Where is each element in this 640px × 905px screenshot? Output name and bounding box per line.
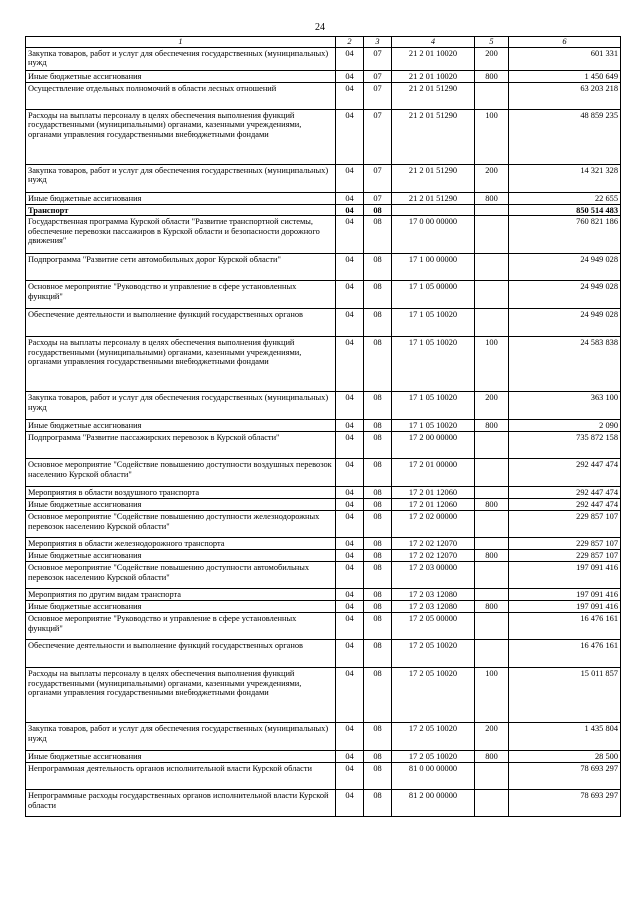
row-section-cell: 04 — [336, 432, 364, 459]
row-target-article-cell: 17 1 05 10020 — [392, 420, 475, 432]
row-subsection-cell: 08 — [364, 613, 392, 640]
table-row — [26, 109, 621, 164]
row-subsection-cell: 08 — [364, 499, 392, 511]
row-name-cell: Иные бюджетные ассигнования — [26, 601, 336, 613]
row-expense-type-cell: 800 — [475, 751, 509, 763]
row-amount-cell: 735 872 158 — [509, 432, 621, 459]
table-row — [26, 790, 621, 817]
row-target-article-cell: 17 2 05 00000 — [392, 613, 475, 640]
row-expense-type-cell — [475, 281, 509, 309]
table-row — [26, 309, 621, 337]
row-section-cell: 04 — [336, 459, 364, 487]
row-name-cell: Осуществление отдельных полномочий в области лесных отношений — [26, 82, 336, 109]
table-row — [26, 216, 621, 254]
row-subsection-cell: 08 — [364, 550, 392, 562]
row-target-article-cell: 17 2 05 10020 — [392, 668, 475, 723]
row-amount-cell: 1 435 804 — [509, 723, 621, 751]
row-expense-type-cell: 100 — [475, 668, 509, 723]
row-amount-cell: 24 949 028 — [509, 281, 621, 309]
row-target-article-cell: 21 2 01 51290 — [392, 82, 475, 109]
row-subsection-cell: 08 — [364, 392, 392, 420]
row-expense-type-cell — [475, 487, 509, 499]
table-row — [26, 420, 621, 432]
row-amount-cell: 63 203 218 — [509, 82, 621, 109]
row-amount-cell: 16 476 161 — [509, 613, 621, 640]
row-amount-cell: 292 447 474 — [509, 499, 621, 511]
row-expense-type-cell: 800 — [475, 420, 509, 432]
row-expense-type-cell: 800 — [475, 550, 509, 562]
row-expense-type-cell — [475, 82, 509, 109]
row-subsection-cell: 08 — [364, 459, 392, 487]
row-name-cell: Иные бюджетные ассигнования — [26, 499, 336, 511]
row-name-cell: Иные бюджетные ассигнования — [26, 70, 336, 82]
row-target-article-cell: 17 0 00 00000 — [392, 216, 475, 254]
row-target-article-cell: 17 1 00 00000 — [392, 254, 475, 281]
table-row — [26, 668, 621, 723]
column-number-row — [26, 37, 621, 48]
row-amount-cell: 24 949 028 — [509, 309, 621, 337]
row-expense-type-cell: 200 — [475, 392, 509, 420]
col-number-name: 1 — [26, 37, 336, 48]
row-expense-type-cell — [475, 459, 509, 487]
row-section-cell: 04 — [336, 70, 364, 82]
row-subsection-cell: 08 — [364, 511, 392, 538]
row-expense-type-cell — [475, 640, 509, 668]
row-section-cell: 04 — [336, 337, 364, 392]
row-amount-cell: 601 331 — [509, 47, 621, 70]
budget-table-body — [26, 37, 621, 817]
row-amount-cell: 24 583 838 — [509, 337, 621, 392]
row-amount-cell: 292 447 474 — [509, 459, 621, 487]
row-amount-cell: 760 821 186 — [509, 216, 621, 254]
row-target-article-cell: 81 0 00 00000 — [392, 763, 475, 790]
table-row — [26, 459, 621, 487]
row-expense-type-cell — [475, 538, 509, 550]
row-section-cell: 04 — [336, 192, 364, 204]
row-section-cell: 04 — [336, 562, 364, 589]
row-section-cell: 04 — [336, 392, 364, 420]
row-subsection-cell: 07 — [364, 164, 392, 192]
row-target-article-cell: 17 2 02 12070 — [392, 538, 475, 550]
table-row — [26, 337, 621, 392]
table-row — [26, 499, 621, 511]
table-row — [26, 204, 621, 216]
row-amount-cell: 229 857 107 — [509, 538, 621, 550]
row-subsection-cell: 08 — [364, 309, 392, 337]
row-target-article-cell — [392, 204, 475, 216]
row-amount-cell: 229 857 107 — [509, 511, 621, 538]
row-amount-cell: 22 655 — [509, 192, 621, 204]
row-subsection-cell: 07 — [364, 47, 392, 70]
row-amount-cell: 14 321 328 — [509, 164, 621, 192]
col-number-amount: 6 — [509, 37, 621, 48]
row-expense-type-cell: 200 — [475, 47, 509, 70]
row-target-article-cell: 17 2 02 00000 — [392, 511, 475, 538]
row-target-article-cell: 21 2 01 51290 — [392, 109, 475, 164]
row-expense-type-cell — [475, 204, 509, 216]
row-expense-type-cell: 800 — [475, 499, 509, 511]
row-amount-cell: 15 011 857 — [509, 668, 621, 723]
row-name-cell: Непрограммная деятельность органов исполнительной власти Курской области — [26, 763, 336, 790]
row-target-article-cell: 21 2 01 51290 — [392, 192, 475, 204]
row-name-cell: Основное мероприятие "Содействие повышению доступности автомобильных перевозок населению Курской области" — [26, 562, 336, 589]
row-section-cell: 04 — [336, 204, 364, 216]
row-section-cell: 04 — [336, 511, 364, 538]
row-subsection-cell: 07 — [364, 109, 392, 164]
row-name-cell: Закупка товаров, работ и услуг для обеспечения государственных (муниципальных) нужд — [26, 392, 336, 420]
table-row — [26, 723, 621, 751]
row-expense-type-cell — [475, 432, 509, 459]
row-target-article-cell: 17 1 05 10020 — [392, 337, 475, 392]
row-subsection-cell: 07 — [364, 192, 392, 204]
row-target-article-cell: 17 2 03 00000 — [392, 562, 475, 589]
row-target-article-cell: 21 2 01 10020 — [392, 70, 475, 82]
row-subsection-cell: 08 — [364, 204, 392, 216]
row-target-article-cell: 17 1 05 10020 — [392, 392, 475, 420]
row-target-article-cell: 21 2 01 51290 — [392, 164, 475, 192]
row-subsection-cell: 08 — [364, 254, 392, 281]
row-subsection-cell: 08 — [364, 420, 392, 432]
row-name-cell: Расходы на выплаты персоналу в целях обеспечения выполнения функций государственными (муниципальными) органами, казенными учреждениями, органами управления государственными внебюджетными фондами — [26, 109, 336, 164]
row-amount-cell: 1 450 649 — [509, 70, 621, 82]
row-target-article-cell: 17 2 00 00000 — [392, 432, 475, 459]
col-number-section: 2 — [336, 37, 364, 48]
table-row — [26, 82, 621, 109]
row-target-article-cell: 17 2 05 10020 — [392, 723, 475, 751]
table-row — [26, 487, 621, 499]
row-section-cell: 04 — [336, 550, 364, 562]
row-amount-cell: 28 500 — [509, 751, 621, 763]
table-row — [26, 550, 621, 562]
row-name-cell: Обеспечение деятельности и выполнение функций государственных органов — [26, 309, 336, 337]
page-number: 24 — [315, 22, 325, 33]
row-section-cell: 04 — [336, 309, 364, 337]
row-expense-type-cell: 200 — [475, 164, 509, 192]
row-subsection-cell: 07 — [364, 70, 392, 82]
table-row — [26, 70, 621, 82]
row-subsection-cell: 08 — [364, 337, 392, 392]
row-name-cell: Непрограммные расходы государственных органов исполнительной власти Курской области — [26, 790, 336, 817]
row-section-cell: 04 — [336, 538, 364, 550]
row-name-cell: Транспорт — [26, 204, 336, 216]
table-row — [26, 763, 621, 790]
budget-table — [25, 36, 621, 817]
row-target-article-cell: 17 2 03 12080 — [392, 601, 475, 613]
row-target-article-cell: 17 1 05 00000 — [392, 281, 475, 309]
row-section-cell: 04 — [336, 281, 364, 309]
row-subsection-cell: 08 — [364, 538, 392, 550]
row-target-article-cell: 17 2 02 12070 — [392, 550, 475, 562]
row-name-cell: Основное мероприятие "Содействие повышению доступности железнодорожных перевозок населению Курской области" — [26, 511, 336, 538]
row-section-cell: 04 — [336, 47, 364, 70]
col-number-expense-type: 5 — [475, 37, 509, 48]
row-name-cell: Подпрограмма "Развитие пассажирских перевозок в Курской области" — [26, 432, 336, 459]
row-target-article-cell: 17 2 01 12060 — [392, 499, 475, 511]
row-amount-cell: 197 091 416 — [509, 562, 621, 589]
row-name-cell: Мероприятия по другим видам транспорта — [26, 589, 336, 601]
row-section-cell: 04 — [336, 763, 364, 790]
row-expense-type-cell: 100 — [475, 109, 509, 164]
row-subsection-cell: 08 — [364, 601, 392, 613]
row-amount-cell: 229 857 107 — [509, 550, 621, 562]
row-subsection-cell: 08 — [364, 432, 392, 459]
row-subsection-cell: 08 — [364, 216, 392, 254]
row-subsection-cell: 08 — [364, 589, 392, 601]
row-section-cell: 04 — [336, 790, 364, 817]
row-target-article-cell: 17 2 01 00000 — [392, 459, 475, 487]
row-subsection-cell: 08 — [364, 751, 392, 763]
row-name-cell: Мероприятия в области воздушного транспорта — [26, 487, 336, 499]
table-row — [26, 589, 621, 601]
table-row — [26, 47, 621, 70]
row-amount-cell: 2 090 — [509, 420, 621, 432]
row-section-cell: 04 — [336, 164, 364, 192]
row-expense-type-cell — [475, 216, 509, 254]
row-name-cell: Закупка товаров, работ и услуг для обеспечения государственных (муниципальных) нужд — [26, 723, 336, 751]
row-amount-cell: 24 949 028 — [509, 254, 621, 281]
row-name-cell: Закупка товаров, работ и услуг для обеспечения государственных (муниципальных) нужд — [26, 164, 336, 192]
row-expense-type-cell: 100 — [475, 337, 509, 392]
row-amount-cell: 78 693 297 — [509, 763, 621, 790]
table-row — [26, 432, 621, 459]
table-row — [26, 192, 621, 204]
row-name-cell: Обеспечение деятельности и выполнение функций государственных органов — [26, 640, 336, 668]
row-target-article-cell: 17 2 01 12060 — [392, 487, 475, 499]
row-subsection-cell: 08 — [364, 640, 392, 668]
table-row — [26, 613, 621, 640]
row-section-cell: 04 — [336, 640, 364, 668]
row-subsection-cell: 08 — [364, 562, 392, 589]
row-name-cell: Основное мероприятие "Руководство и управление в сфере установленных функций" — [26, 281, 336, 309]
row-amount-cell: 197 091 416 — [509, 601, 621, 613]
row-target-article-cell: 81 2 00 00000 — [392, 790, 475, 817]
row-amount-cell: 48 859 235 — [509, 109, 621, 164]
row-amount-cell: 16 476 161 — [509, 640, 621, 668]
row-section-cell: 04 — [336, 109, 364, 164]
row-amount-cell: 197 091 416 — [509, 589, 621, 601]
row-expense-type-cell: 200 — [475, 723, 509, 751]
row-target-article-cell: 17 1 05 10020 — [392, 309, 475, 337]
table-row — [26, 254, 621, 281]
row-amount-cell: 292 447 474 — [509, 487, 621, 499]
row-target-article-cell: 17 2 03 12080 — [392, 589, 475, 601]
row-name-cell: Иные бюджетные ассигнования — [26, 550, 336, 562]
row-name-cell: Расходы на выплаты персоналу в целях обеспечения выполнения функций государственными (муниципальными) органами, казенными учреждениями, органами управления государственными внебюджетными фондами — [26, 668, 336, 723]
row-section-cell: 04 — [336, 499, 364, 511]
row-section-cell: 04 — [336, 420, 364, 432]
table-row — [26, 751, 621, 763]
col-number-target-article: 4 — [392, 37, 475, 48]
row-amount-cell: 78 693 297 — [509, 790, 621, 817]
row-amount-cell: 363 100 — [509, 392, 621, 420]
table-row — [26, 538, 621, 550]
row-section-cell: 04 — [336, 613, 364, 640]
row-target-article-cell: 17 2 05 10020 — [392, 751, 475, 763]
row-subsection-cell: 08 — [364, 487, 392, 499]
row-subsection-cell: 08 — [364, 281, 392, 309]
row-expense-type-cell — [475, 589, 509, 601]
row-expense-type-cell: 800 — [475, 70, 509, 82]
row-target-article-cell: 17 2 05 10020 — [392, 640, 475, 668]
row-subsection-cell: 08 — [364, 668, 392, 723]
table-row — [26, 392, 621, 420]
row-name-cell: Государственная программа Курской области "Развитие транспортной системы, обеспечение перевозки пассажиров в Курской области и безопасности дорожного движения" — [26, 216, 336, 254]
row-section-cell: 04 — [336, 82, 364, 109]
table-row — [26, 281, 621, 309]
row-subsection-cell: 08 — [364, 790, 392, 817]
row-name-cell: Мероприятия в области железнодорожного транспорта — [26, 538, 336, 550]
table-row — [26, 562, 621, 589]
row-name-cell: Иные бюджетные ассигнования — [26, 192, 336, 204]
row-subsection-cell: 08 — [364, 723, 392, 751]
row-name-cell: Основное мероприятие "Содействие повышению доступности воздушных перевозок населению Курской области" — [26, 459, 336, 487]
row-name-cell: Основное мероприятие "Руководство и управление в сфере установленных функций" — [26, 613, 336, 640]
row-expense-type-cell: 800 — [475, 601, 509, 613]
row-subsection-cell: 08 — [364, 763, 392, 790]
row-target-article-cell: 21 2 01 10020 — [392, 47, 475, 70]
row-amount-cell: 850 514 483 — [509, 204, 621, 216]
row-section-cell: 04 — [336, 601, 364, 613]
table-row — [26, 164, 621, 192]
col-number-subsection: 3 — [364, 37, 392, 48]
row-expense-type-cell — [475, 309, 509, 337]
row-expense-type-cell — [475, 511, 509, 538]
row-section-cell: 04 — [336, 589, 364, 601]
row-expense-type-cell — [475, 613, 509, 640]
row-section-cell: 04 — [336, 254, 364, 281]
row-name-cell: Расходы на выплаты персоналу в целях обеспечения выполнения функций государственными (муниципальными) органами, казенными учреждениями, органами управления государственными внебюджетными фондами — [26, 337, 336, 392]
row-name-cell: Закупка товаров, работ и услуг для обеспечения государственных (муниципальных) нужд — [26, 47, 336, 70]
row-expense-type-cell — [475, 790, 509, 817]
row-name-cell: Подпрограмма "Развитие сети автомобильных дорог Курской области" — [26, 254, 336, 281]
row-section-cell: 04 — [336, 216, 364, 254]
row-expense-type-cell — [475, 254, 509, 281]
row-expense-type-cell — [475, 763, 509, 790]
row-name-cell: Иные бюджетные ассигнования — [26, 420, 336, 432]
table-row — [26, 601, 621, 613]
row-section-cell: 04 — [336, 487, 364, 499]
row-section-cell: 04 — [336, 751, 364, 763]
row-name-cell: Иные бюджетные ассигнования — [26, 751, 336, 763]
row-expense-type-cell — [475, 562, 509, 589]
row-subsection-cell: 07 — [364, 82, 392, 109]
row-section-cell: 04 — [336, 668, 364, 723]
table-row — [26, 511, 621, 538]
table-row — [26, 640, 621, 668]
row-section-cell: 04 — [336, 723, 364, 751]
row-expense-type-cell: 800 — [475, 192, 509, 204]
